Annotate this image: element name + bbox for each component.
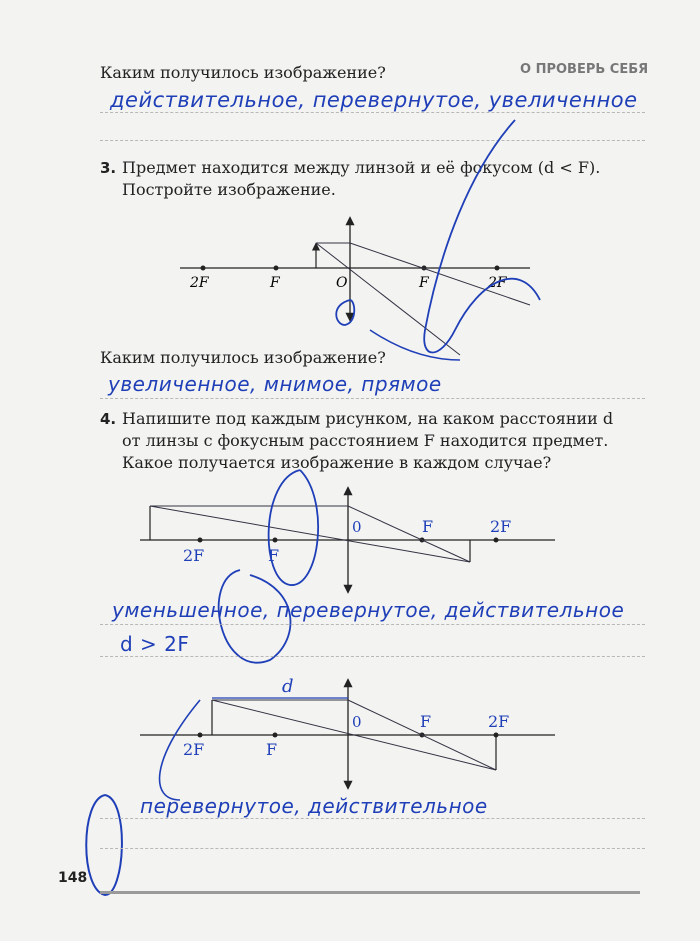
answer-line [100,656,645,657]
label-f-right: F [422,517,434,536]
label-o: O [336,275,348,291]
point-f-left [274,266,279,271]
point-f-left [273,733,278,738]
point-2f-left [201,266,206,271]
question-3-answer: увеличенное, мнимое, прямое [108,372,442,396]
question-4-text-line3: Какое получается изображение в каждом случае? [122,453,552,472]
label-2f-right: 2F [488,275,507,291]
q4-figure1-diagram [140,470,555,663]
answer-line [100,624,645,625]
point-2f-left [198,733,203,738]
figure1-answer: уменьшенное, перевернутое, действительное [112,598,625,622]
question-4-text-line2: от линзы с фокусным расстоянием F находится предмет. [122,431,609,450]
prev-question: Каким получилось изображение? [100,63,386,82]
prev-answer: действительное, перевернутое, увеличенное [110,88,638,112]
label-2f-left: 2F [183,740,205,759]
question-4-number: 4. [100,410,117,428]
point-2f-right [495,266,500,271]
figure2-answer: перевернутое, действительное [140,794,488,818]
label-d: d [282,676,294,697]
q3-lens-diagram [180,120,540,360]
label-o: 0 [352,713,362,731]
label-f-left: F [266,740,278,759]
figure1-distance: d > 2F [120,632,190,656]
label-f-left: F [268,546,280,565]
section-mark: О [520,62,532,77]
question-3-text-line1: Предмет находится между линзой и её фокусом (d < F). [122,158,601,177]
label-f-right: F [419,275,429,291]
page-number: 148 [58,870,88,886]
label-2f-left: 2F [190,275,209,291]
label-2f-right: 2F [488,712,510,731]
point-2f-right [494,538,499,543]
label-f-right: F [420,712,432,731]
question-3-followup: Каким получилось изображение? [100,348,386,367]
q4-figure2-diagram [86,676,555,895]
bottom-rule [100,891,640,894]
label-2f-right: 2F [490,517,512,536]
answer-line [100,848,645,849]
label-o: 0 [352,518,362,536]
point-2f-left [198,538,203,543]
label-f-left: F [270,275,280,291]
question-3-number: 3. [100,159,117,177]
question-3-text-line2: Постройте изображение. [122,180,336,199]
answer-line [100,818,645,819]
label-2f-left: 2F [183,546,205,565]
section-title: ПРОВЕРЬ СЕБЯ [535,62,649,77]
answer-line [100,398,645,399]
point-f-left [273,538,278,543]
question-4-text-line1: Напишите под каждым рисунком, на каком расстоянии d [122,409,614,428]
